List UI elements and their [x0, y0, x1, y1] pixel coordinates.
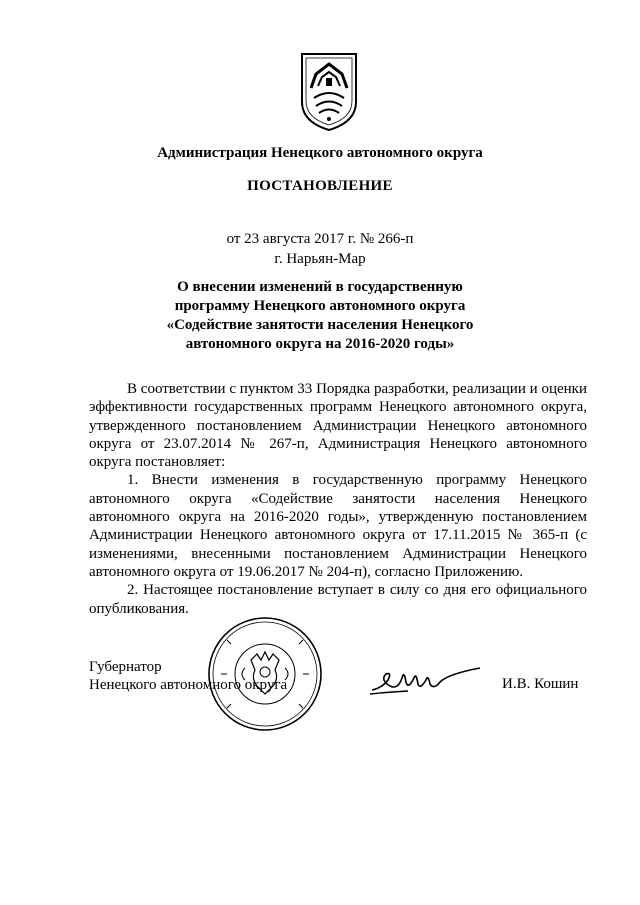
position-line: Ненецкого автономного округа: [89, 677, 288, 693]
item-1-paragraph: 1. Внести изменения в государственную программу Ненецкого автономного округа «Содействие занятости населения Ненецкого автономного округа на 2016-2020 годы», утвержденную постановлением Администрации Ненецкого автономного округа от 17.11.2015 № 365-п (с изменениями, внесенными постановлением Администрации Ненецкого автономного округа от 19.06.2017 № 204-п), согласно Приложению.: [89, 472, 587, 580]
document-date: от 23 августа 2017 г. № 266-п: [226, 231, 414, 247]
coat-of-arms-icon: [296, 50, 362, 132]
document-subject: [0, 278, 640, 354]
document-place: г. Нарьян-Мар: [274, 251, 366, 267]
item-2-paragraph: 2. Настоящее постановление вступает в силу со дня его официального опубликования.: [89, 582, 587, 617]
position-line: Губернатор: [89, 659, 162, 675]
subject-line: «Содействие занятости населения Ненецкого: [166, 317, 474, 333]
subject-line: автономного округа на 2016-2020 годы»: [185, 336, 455, 352]
intro-paragraph: В соответствии с пунктом 33 Порядка разработки, реализации и оценки эффективности государственных программ Ненецкого автономного округа, утвержденного постановлением Администрации Ненецкого автономного округа от 23.07.2014 № 267-п, Администрация Ненецкого автономного округа постановляет:: [89, 381, 587, 471]
handwritten-signature: [368, 660, 483, 700]
signatory-name: И.В. Кошин: [502, 676, 579, 692]
subject-line: программу Ненецкого автономного округа: [174, 298, 466, 314]
organization-title: Администрация Ненецкого автономного округа: [157, 145, 483, 161]
document-type: ПОСТАНОВЛЕНИЕ: [247, 178, 393, 194]
official-seal-icon: [205, 614, 325, 734]
document-body: [89, 380, 587, 618]
subject-line: О внесении изменений в государственную: [177, 279, 463, 295]
